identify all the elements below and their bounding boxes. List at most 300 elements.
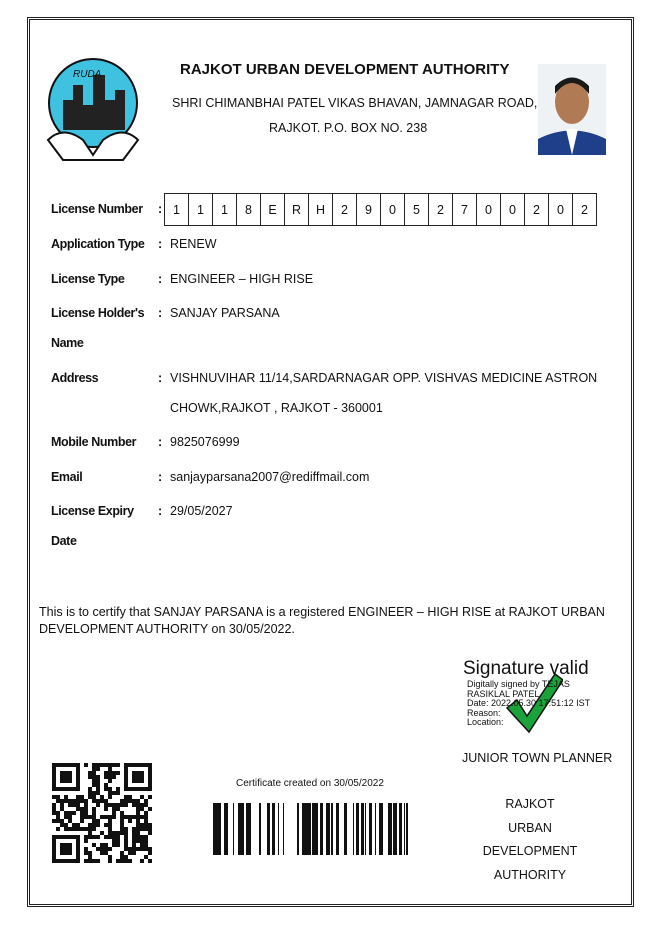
qr-module [128,815,132,819]
qr-module [132,815,136,819]
barcode-bar [326,803,328,855]
barcode-bar [316,803,318,855]
page-title: RAJKOT URBAN DEVELOPMENT AUTHORITY [180,61,510,78]
qr-module [104,835,108,839]
qr-module [144,835,148,839]
certificate-created: Certificate created on 30/05/2022 [236,778,384,789]
qr-module [136,847,140,851]
barcode-bar [393,803,394,855]
barcode-bar [225,803,228,855]
qr-module [148,859,152,863]
qr-module [116,787,120,791]
license-number-char: 7 [452,193,477,226]
qr-module [92,775,96,779]
qr-module [96,791,100,795]
qr-module [104,815,108,819]
qr-module [140,835,144,839]
application-type-value: RENEW [170,237,217,251]
qr-module [132,843,136,847]
qr-module [120,815,124,819]
qr-module [96,803,100,807]
qr-module [60,823,64,827]
qr-module [148,831,152,835]
expiry-label-2: Date [51,534,77,548]
qr-module [132,851,136,855]
qr-module [112,831,116,835]
qr-module [52,819,56,823]
barcode-bar [239,803,240,855]
barcode-bar [213,803,215,855]
qr-module [92,811,96,815]
qr-module [96,799,100,803]
license-number-char: 2 [428,193,453,226]
qr-module [144,839,148,843]
qr-module [88,855,92,859]
qr-module [112,771,116,775]
qr-module [92,827,96,831]
barcode-bar [278,803,279,855]
qr-module [120,799,124,803]
qr-module [68,803,72,807]
signature-block [463,658,623,738]
license-number-char: 5 [404,193,429,226]
barcode-bar [233,803,234,855]
qr-module [108,831,112,835]
colon: : [158,306,163,320]
qr-module [104,847,108,851]
barcode-bar [220,803,221,855]
qr-module [100,815,104,819]
barcode-bar [361,803,364,855]
qr-module [56,811,60,815]
qr-module [80,819,84,823]
qr-module [144,855,148,859]
qr-module [100,795,104,799]
qr-module [64,799,68,803]
qr-module [92,779,96,783]
qr-module [124,803,128,807]
signature-line: Digitally signed by TEJAS [467,679,570,689]
qr-module [76,799,80,803]
svg-text:RUDA: RUDA [73,69,102,80]
qr-module [112,791,116,795]
barcode-bar [312,803,313,855]
barcode-bar [274,803,275,855]
barcode-bar [283,803,284,855]
qr-module [80,815,84,819]
license-number-char: 1 [212,193,237,226]
barcode-bar [369,803,372,855]
qr-module [148,851,152,855]
ruda-logo [43,55,143,165]
qr-module [92,835,96,839]
qr-module [144,843,148,847]
qr-module [144,799,148,803]
qr-module [88,831,92,835]
qr-module [148,827,152,831]
license-number-char: 8 [236,193,261,226]
barcode-bar [297,803,299,855]
address-value-line-1: VISHNUVIHAR 11/14,SARDARNAGAR OPP. VISHVAS MEDICINE ASTRON [170,371,598,385]
qr-module [56,799,60,803]
qr-module [84,799,88,803]
qr-module [116,803,120,807]
barcode-bar [394,803,397,855]
qr-module [112,843,116,847]
barcode-bar [375,803,376,855]
mobile-value: 9825076999 [170,435,240,449]
qr-module [84,763,88,767]
qr-module [140,803,144,807]
qr-module [136,823,140,827]
license-number-char: 9 [356,193,381,226]
barcode-bar [243,803,244,855]
qr-module [136,819,140,823]
qr-module [100,799,104,803]
holder-name-label: License Holder's [51,306,145,320]
qr-module [144,815,148,819]
qr-module [112,835,116,839]
qr-module [96,819,100,823]
license-number-label: License Number [51,202,143,216]
qr-module [88,827,92,831]
qr-module [76,823,80,827]
qr-module [108,775,112,779]
barcode-bar [309,803,311,855]
qr-module [124,795,128,799]
qr-module [60,819,64,823]
qr-module [120,819,124,823]
qr-module [56,827,60,831]
qr-module [88,791,92,795]
qr-module [108,827,112,831]
qr-module [88,787,92,791]
address-label: Address [51,371,99,385]
qr-module [144,819,148,823]
qr-module [100,847,104,851]
qr-module [112,763,116,767]
barcode-bar [249,803,251,855]
qr-module [144,847,148,851]
qr-module [92,843,96,847]
qr-module [136,799,140,803]
colon: : [158,202,163,216]
qr-module [92,823,96,827]
qr-module [84,827,88,831]
qr-module [140,847,144,851]
qr-module [108,779,112,783]
barcode-bar [217,803,219,855]
qr-module [92,799,96,803]
qr-module [136,839,140,843]
qr-module [108,847,112,851]
colon: : [158,470,163,484]
signature-line: Location: [467,717,504,727]
qr-module [120,803,124,807]
qr-module [108,763,112,767]
qr-module [140,827,144,831]
qr-module [52,807,56,811]
qr-module [96,787,100,791]
barcode-bar [379,803,380,855]
qr-module [92,767,96,771]
colon: : [158,435,163,449]
qr-module [92,807,96,811]
qr-module [92,859,96,863]
qr-module [88,771,92,775]
barcode-bar [331,803,333,855]
barcode-bar [307,803,308,855]
qr-module [128,819,132,823]
qr-module [128,847,132,851]
qr-module [140,859,144,863]
qr-finder [60,843,72,855]
qr-module [108,771,112,775]
qr-module [116,843,120,847]
qr-module [140,815,144,819]
qr-module [116,771,120,775]
address-value-line-2: CHOWK,RAJKOT , RAJKOT - 360001 [170,401,383,415]
qr-module [68,811,72,815]
qr-module [68,827,72,831]
qr-module [72,803,76,807]
qr-module [72,799,76,803]
certify-text: This is to certify that SANJAY PARSANA is a registered ENGINEER – HIGH RISE at RAJKOT URBAN DEVELOPMENT AUTHORITY on 30/05/2022. [39,605,605,636]
qr-module [148,795,152,799]
qr-module [148,823,152,827]
qr-module [112,803,116,807]
qr-module [104,851,108,855]
license-number-char: 1 [188,193,213,226]
barcode [210,803,410,855]
qr-module [144,803,148,807]
qr-module [140,823,144,827]
qr-module [92,815,96,819]
license-number-char: 2 [524,193,549,226]
qr-module [88,859,92,863]
qr-module [64,795,68,799]
org-line: DEVELOPMENT [482,844,578,858]
org-line: URBAN [508,820,552,835]
qr-module [92,795,96,799]
qr-module [64,823,68,827]
qr-module [84,839,88,843]
qr-module [128,851,132,855]
barcode-bar [380,803,382,855]
qr-module [76,827,80,831]
address-line-2: RAJKOT. P.O. BOX NO. 238 [269,121,428,135]
qr-code [52,763,152,863]
mobile-label: Mobile Number [51,435,137,449]
qr-module [68,819,72,823]
qr-module [128,795,132,799]
qr-module [116,807,120,811]
org-name [470,793,590,887]
qr-module [60,799,64,803]
qr-module [92,819,96,823]
qr-module [76,803,80,807]
qr-module [108,859,112,863]
qr-module [96,835,100,839]
qr-module [120,827,124,831]
qr-module [80,795,84,799]
qr-module [136,827,140,831]
qr-module [72,827,76,831]
qr-module [76,807,80,811]
qr-module [100,843,104,847]
qr-module [96,775,100,779]
qr-module [92,763,96,767]
qr-module [124,831,128,835]
qr-module [120,823,124,827]
qr-module [132,847,136,851]
qr-module [96,783,100,787]
signature-line: RASIKLAL PATEL [467,688,540,699]
barcode-bar [399,803,402,855]
qr-module [104,775,108,779]
qr-module [84,807,88,811]
qr-module [136,835,140,839]
barcode-bar [302,803,303,855]
org-line: AUTHORITY [493,867,567,882]
qr-module [108,803,112,807]
qr-module [124,843,128,847]
signature-line: Reason: [467,707,501,718]
qr-module [84,811,88,815]
qr-module [72,823,76,827]
qr-module [84,851,88,855]
barcode-bar [314,803,316,855]
qr-module [148,847,152,851]
barcode-bar [320,803,323,855]
qr-module [64,827,68,831]
barcode-bar [305,803,306,855]
qr-module [132,831,136,835]
qr-module [108,835,112,839]
qr-module [104,771,108,775]
qr-module [80,827,84,831]
qr-module [136,803,140,807]
qr-module [52,795,56,799]
license-number-char: 2 [572,193,597,226]
barcode-bar [308,803,309,855]
barcode-bar [259,803,260,855]
qr-module [60,803,64,807]
qr-module [116,791,120,795]
application-type-label: Application Type [51,237,145,251]
qr-module [140,839,144,843]
qr-module [80,799,84,803]
qr-module [124,859,128,863]
qr-module [132,803,136,807]
holder-photo [538,64,606,155]
email-value: sanjayparsana2007@rediffmail.com [170,470,370,484]
qr-module [88,775,92,779]
qr-module [88,815,92,819]
qr-module [148,807,152,811]
barcode-bar [238,803,239,855]
qr-module [100,831,104,835]
qr-module [56,819,60,823]
qr-module [116,835,120,839]
license-number-char: R [284,193,309,226]
barcode-bar [247,803,249,855]
qr-module [96,779,100,783]
qr-module [64,811,68,815]
qr-module [52,803,56,807]
org-line: RAJKOT [505,797,555,811]
barcode-bar [267,803,270,855]
qr-module [124,835,128,839]
signature-line: Date: 2022.05.30 17:51:12 IST [467,698,591,708]
barcode-bar [336,803,339,855]
barcode-bar [390,803,391,855]
qr-module [84,847,88,851]
qr-module [112,807,116,811]
qr-module [124,815,128,819]
qr-module [120,855,124,859]
qr-module [108,819,112,823]
holder-name-label-2: Name [51,336,84,350]
qr-module [124,847,128,851]
qr-module [96,763,100,767]
qr-module [92,783,96,787]
qr-module [104,783,108,787]
qr-finder [132,771,144,783]
qr-module [124,827,128,831]
qr-module [144,823,148,827]
license-number-char: 0 [380,193,405,226]
barcode-bar [404,803,405,855]
qr-module [88,795,92,799]
qr-module [120,811,124,815]
barcode-bar [260,803,261,855]
qr-module [108,855,112,859]
barcode-bar [306,803,307,855]
qr-module [140,795,144,799]
qr-module [128,799,132,803]
qr-module [132,835,136,839]
qr-module [140,843,144,847]
qr-module [96,767,100,771]
barcode-bar [303,803,305,855]
qr-module [124,799,128,803]
qr-module [116,859,120,863]
barcode-bar [365,803,366,855]
qr-module [104,807,108,811]
qr-module [60,807,64,811]
qr-module [104,763,108,767]
barcode-bar [313,803,314,855]
qr-module [136,831,140,835]
qr-module [132,839,136,843]
barcode-bar [240,803,243,855]
license-number-char: 0 [500,193,525,226]
qr-module [104,823,108,827]
qr-module [136,815,140,819]
barcode-bar [328,803,330,855]
qr-module [56,815,60,819]
qr-module [124,855,128,859]
qr-module [108,787,112,791]
license-type-value: ENGINEER – HIGH RISE [170,272,314,286]
qr-module [100,763,104,767]
qr-module [84,835,88,839]
qr-module [104,787,108,791]
license-number-char: 1 [164,193,189,226]
colon: : [158,272,163,286]
qr-module [124,839,128,843]
